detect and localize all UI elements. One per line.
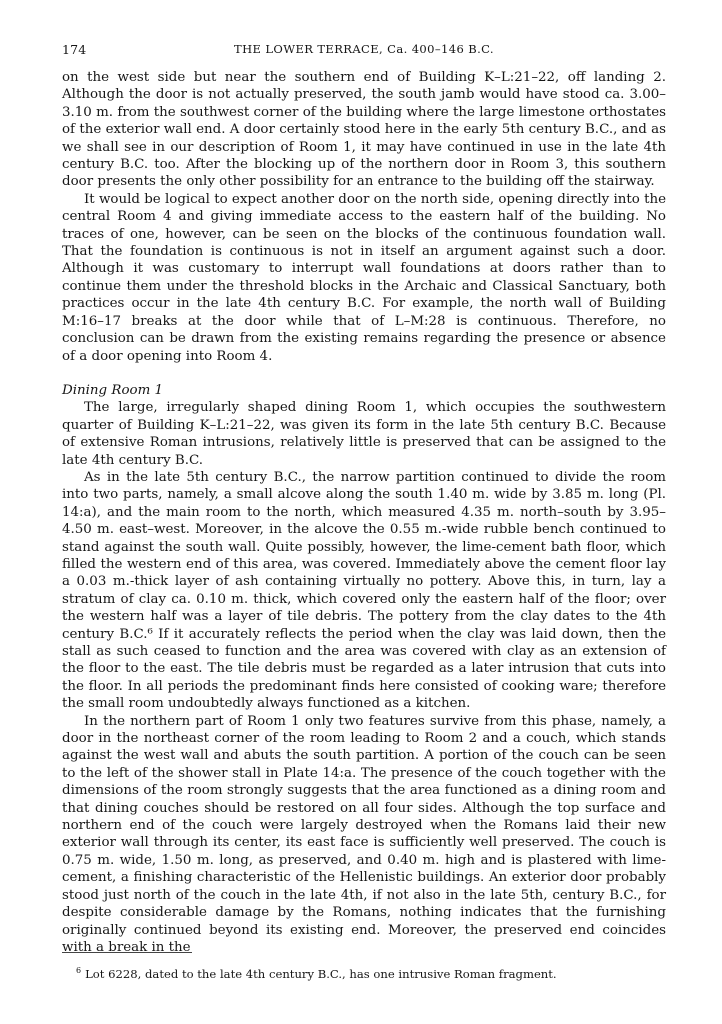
paragraph-alcove: As in the late 5th century B.C., the narrow partition continued to divide the room into two parts, namely, a small alcove along the south 1.40 m. wide by 3.85 m. long (Pl. 14:a), and the main room to the north, which measured 4.35 m. north–south by 3.95–4.50 m. east–west. Moreover, in the alcove the 0.55 m.-wide rubble bench continued to stand against the south wall. Quite possibly, however, the lime-cement bath floor, which filled the western end of this area, was covered. Immediately above the cement floor lay a 0.03 m.-thick layer of ash containing virtually no pottery. Above this, in turn, lay a stratum of clay ca. 0.10 m. thick, which covered only the eastern half of the floor; over the western half was a layer of tile debris. The pottery from the clay dates to the 4th century B.C.⁶ If it accurately reflects the period when the clay was laid down, then the stall as such ceased to function and the area was covered with clay as an extension of the floor to the east. The tile debris must be regarded as a later intrusion that cuts into the floor. In all periods the predominant finds here consisted of cooking ware; therefore the small room undoubtedly always functioned as a kitchen.: [62, 469, 666, 712]
paragraph-north-door: It would be logical to expect another door on the north side, opening directly into the central Room 4 and giving immediate access to the eastern half of the building. No traces of one, however, can be seen on the blocks of the continuous foundation wall. That the foundation is continuous is not in itself an argument against such a door. Although it was customary to interrupt wall foundations at doors rather than to continue them under the threshold blocks in the Archaic and Classical Sanctuary, both practices occur in the late 4th century B.C. For example, the north wall of Building M:16–17 breaks at the door while that of L–M:28 is continuous. Therefore, no conclusion can be drawn from the existing remains regarding the presence or absence of a door opening into Room 4.: [62, 191, 666, 364]
paragraph-continued: on the west side but near the southern end of Building K–L:21–22, off landing 2. Although the door is not actually preserved, the south jamb would have stood ca. 3.00–3.10 m. from the southwest corner of the building where the large limestone orthostates of the exterior wall end. A door certainly stood here in the early 5th century B.C., and as we shall see in our description of Room 1, it may have continued in use in the late 4th century B.C. too. After the blocking up of the northern door in Room 3, this southern door presents the only other possibility for an entrance to the building off the stairway.: [62, 70, 666, 190]
footnote-text: Lot 6228, dated to the late 4th century B.C., has one intrusive Roman fragment.: [85, 966, 557, 981]
footnote-divider: [62, 952, 192, 953]
footnote: [62, 963, 666, 982]
running-head: [62, 42, 666, 60]
paragraph-couch: In the northern part of Room 1 only two features survive from this phase, namely, a door in the northeast corner of the room leading to Room 2 and a couch, which stands against the west wall and abuts the south partition. A portion of the couch can be seen to the left of the shower stall in Plate 14:a. The presence of the couch together with the dimensions of the room strongly suggests that the area functioned as a dining room and that dining couches should be restored on all four sides. Although the top surface and northern end of the couch were largely destroyed when the Romans laid their new exterior wall through its center, its east face is sufficiently well preserved. The couch is 0.75 m. wide, 1.50 m. long, as preserved, and 0.40 m. high and is plastered with lime-cement, a finishing characteristic of the Hellenistic buildings. An exterior door probably stood just north of the couch in the late 4th, if not also in the late 5th, century B.C., for despite considerable damage by the Romans, nothing indicates that the furnishing originally continued beyond its existing end. Moreover, the preserved end coincides with a break in the: [62, 713, 666, 955]
section-heading: Dining Room 1: [62, 382, 164, 398]
running-title: THE LOWER TERRACE, Ca. 400–146 B.C.: [234, 42, 494, 56]
page-number: 174: [62, 42, 87, 57]
paragraph-room1-intro: The large, irregularly shaped dining Room 1, which occupies the southwestern quarter of Building K–L:21–22, was given its form in the late 5th century B.C. Because of extensive Roman intrusions, relatively little is preserved that can be assigned to the late 4th century B.C.: [62, 400, 666, 468]
body-text: [62, 69, 666, 956]
footnote-mark: 6: [76, 966, 82, 975]
